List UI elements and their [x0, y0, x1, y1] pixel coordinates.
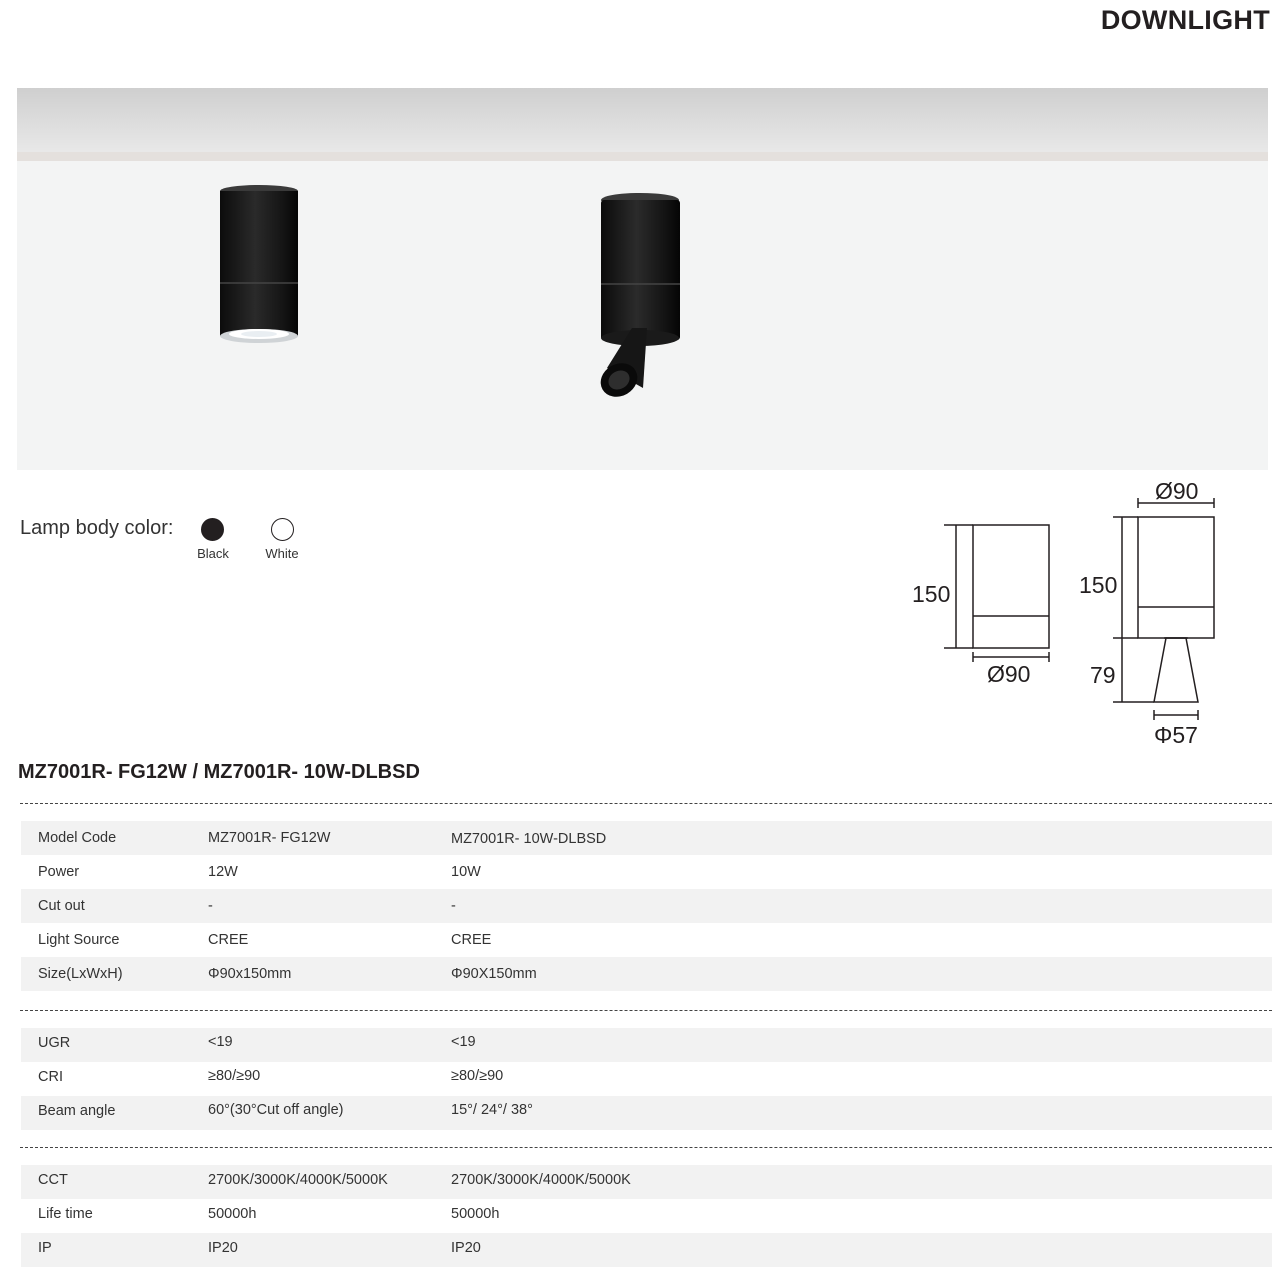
lamp-body-color-label: Lamp body color:: [20, 517, 174, 539]
spec-row-cct: [21, 1165, 1272, 1199]
spec-label: Size(LxWxH): [38, 966, 123, 982]
spec-label: IP: [38, 1240, 52, 1256]
spec-row-size: [21, 957, 1272, 991]
spec-value-10w-dlbsd: -: [451, 898, 456, 914]
spec-label: Beam angle: [38, 1103, 116, 1119]
model-title: MZ7001R- FG12W / MZ7001R- 10W-DLBSD: [18, 761, 420, 783]
spec-value-10w-dlbsd: CREE: [451, 932, 492, 948]
spec-row-ugr: [21, 1028, 1272, 1062]
white-swatch-label: White: [265, 546, 299, 561]
ceiling-edge: [17, 152, 1268, 161]
spec-row-life-time: [21, 1199, 1272, 1233]
spec-label: Cut out: [38, 898, 85, 914]
adjustable-head-height-label: 79: [1090, 662, 1116, 688]
separator: [20, 803, 1272, 804]
spec-value-fg12w: 60°(30°Cut off angle): [208, 1102, 344, 1118]
spec-value-fg12w: 12W: [208, 864, 238, 880]
spec-value-fg12w: IP20: [208, 1240, 238, 1256]
ceiling-surface: [17, 88, 1268, 152]
spec-label: CCT: [38, 1172, 68, 1188]
spec-row-cri: [21, 1062, 1272, 1096]
fixed-dimension-drawing: [944, 525, 1049, 662]
separator: [20, 1010, 1272, 1011]
spec-value-10w-dlbsd: <19: [451, 1034, 476, 1050]
spec-label: CRI: [38, 1069, 63, 1085]
spec-group-general: [21, 821, 1272, 991]
spec-label: Light Source: [38, 932, 120, 948]
spec-value-10w-dlbsd: 50000h: [451, 1206, 500, 1222]
page-title: DOWNLIGHT: [1100, 5, 1270, 35]
spec-value-fg12w: 2700K/3000K/4000K/5000K: [208, 1172, 388, 1188]
spec-row-beam-angle: [21, 1096, 1272, 1130]
separator: [20, 1147, 1272, 1148]
spec-value-10w-dlbsd: MZ7001R- 10W-DLBSD: [451, 831, 607, 847]
spec-value-fg12w: MZ7001R- FG12W: [208, 830, 331, 846]
spec-value-fg12w: CREE: [208, 932, 249, 948]
product-photo-area: [17, 88, 1268, 470]
adjustable-dimension-drawing: [1113, 498, 1214, 720]
spec-value-fg12w: Φ90x150mm: [208, 966, 292, 982]
spec-label: Life time: [38, 1206, 93, 1222]
spec-value-10w-dlbsd: 2700K/3000K/4000K/5000K: [451, 1172, 631, 1188]
black-swatch-label: Black: [197, 546, 229, 561]
spec-value-10w-dlbsd: 15°/ 24°/ 38°: [451, 1102, 533, 1118]
spec-row-cut-out: [21, 889, 1272, 923]
product-image-adjustable-downlight: [577, 188, 707, 403]
fixed-diameter-label: Ø90: [987, 661, 1031, 687]
spec-row-ip: [21, 1233, 1272, 1267]
spec-value-fg12w: -: [208, 898, 213, 914]
spec-group-performance: [21, 1165, 1272, 1267]
white-color-swatch: [271, 518, 294, 541]
dimension-drawings: [900, 475, 1280, 750]
adjustable-top-diameter-label: Ø90: [1155, 478, 1199, 504]
spec-label: Model Code: [38, 830, 117, 846]
adjustable-height-label: 150: [1079, 572, 1118, 598]
spec-value-10w-dlbsd: Φ90X150mm: [451, 966, 537, 982]
fixed-height-label: 150: [912, 581, 951, 607]
spec-label: Power: [38, 864, 80, 880]
spec-row-light-source: [21, 923, 1272, 957]
spec-value-fg12w: 50000h: [208, 1206, 257, 1222]
spec-value-10w-dlbsd: IP20: [451, 1240, 481, 1256]
spec-row-model-code: [21, 821, 1272, 855]
spec-label: UGR: [38, 1035, 71, 1051]
spec-value-10w-dlbsd: 10W: [451, 864, 481, 880]
spec-value-10w-dlbsd: ≥80/≥90: [451, 1068, 504, 1084]
spec-value-fg12w: ≥80/≥90: [208, 1068, 261, 1084]
adjustable-bottom-diameter-label: Φ57: [1154, 722, 1198, 748]
black-color-swatch: [201, 518, 224, 541]
product-image-fixed-downlight: [207, 183, 317, 353]
spec-value-fg12w: <19: [208, 1034, 233, 1050]
spec-group-optical: [21, 1028, 1272, 1130]
spec-row-power: [21, 855, 1272, 889]
